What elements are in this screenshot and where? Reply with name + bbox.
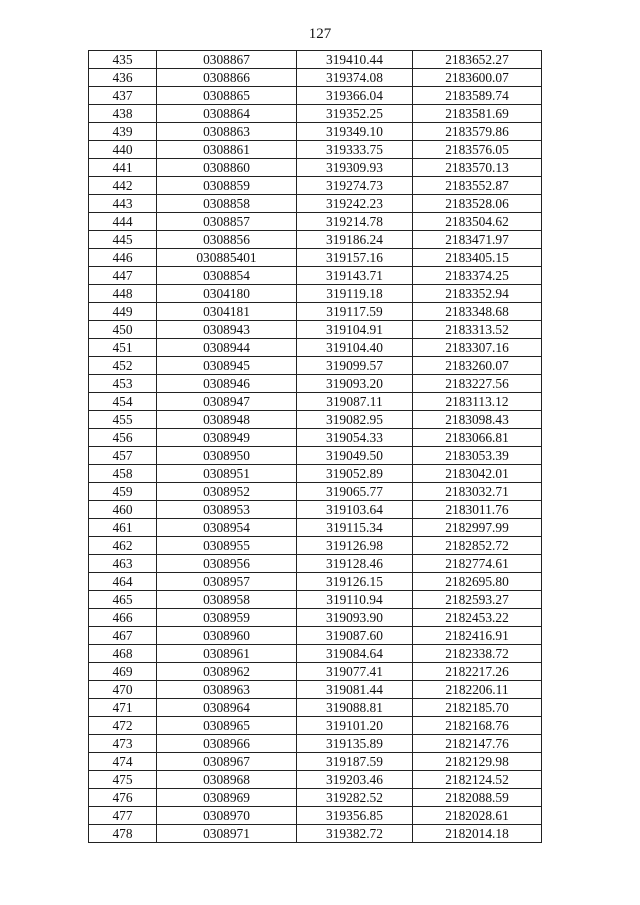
x-coordinate-cell: 319049.50 — [297, 447, 413, 465]
y-coordinate-cell: 2182416.91 — [413, 627, 542, 645]
table-row — [89, 429, 542, 447]
table-row — [89, 213, 542, 231]
y-coordinate-cell: 2182997.99 — [413, 519, 542, 537]
point-id-cell: 0308961 — [157, 645, 297, 663]
point-id-cell: 0308963 — [157, 681, 297, 699]
table-row — [89, 501, 542, 519]
point-id-cell: 0304181 — [157, 303, 297, 321]
x-coordinate-cell: 319110.94 — [297, 591, 413, 609]
y-coordinate-cell: 2183227.56 — [413, 375, 542, 393]
table-row — [89, 141, 542, 159]
table-row — [89, 375, 542, 393]
x-coordinate-cell: 319117.59 — [297, 303, 413, 321]
point-id-cell: 0308951 — [157, 465, 297, 483]
table-row — [89, 123, 542, 141]
y-coordinate-cell: 2183504.62 — [413, 213, 542, 231]
point-id-cell: 0308956 — [157, 555, 297, 573]
table-row — [89, 699, 542, 717]
table-row — [89, 663, 542, 681]
table-row — [89, 465, 542, 483]
y-coordinate-cell: 2183011.76 — [413, 501, 542, 519]
point-id-cell: 030885401 — [157, 249, 297, 267]
row-number-cell: 453 — [89, 375, 157, 393]
y-coordinate-cell: 2182185.70 — [413, 699, 542, 717]
x-coordinate-cell: 319352.25 — [297, 105, 413, 123]
row-number-cell: 464 — [89, 573, 157, 591]
point-id-cell: 0308959 — [157, 609, 297, 627]
point-id-cell: 0308949 — [157, 429, 297, 447]
row-number-cell: 435 — [89, 51, 157, 69]
y-coordinate-cell: 2182168.76 — [413, 717, 542, 735]
x-coordinate-cell: 319087.60 — [297, 627, 413, 645]
point-id-cell: 0308953 — [157, 501, 297, 519]
point-id-cell: 0308947 — [157, 393, 297, 411]
point-id-cell: 0308946 — [157, 375, 297, 393]
point-id-cell: 0308857 — [157, 213, 297, 231]
y-coordinate-cell: 2182129.98 — [413, 753, 542, 771]
row-number-cell: 437 — [89, 87, 157, 105]
row-number-cell: 439 — [89, 123, 157, 141]
table-row — [89, 681, 542, 699]
row-number-cell: 473 — [89, 735, 157, 753]
table-row — [89, 285, 542, 303]
y-coordinate-cell: 2183576.05 — [413, 141, 542, 159]
table-row — [89, 609, 542, 627]
table-row — [89, 411, 542, 429]
y-coordinate-cell: 2182695.80 — [413, 573, 542, 591]
row-number-cell: 460 — [89, 501, 157, 519]
point-id-cell: 0308867 — [157, 51, 297, 69]
x-coordinate-cell: 319242.23 — [297, 195, 413, 213]
row-number-cell: 445 — [89, 231, 157, 249]
row-number-cell: 440 — [89, 141, 157, 159]
row-number-cell: 438 — [89, 105, 157, 123]
y-coordinate-cell: 2183352.94 — [413, 285, 542, 303]
y-coordinate-cell: 2183471.97 — [413, 231, 542, 249]
table-row — [89, 807, 542, 825]
x-coordinate-cell: 319104.91 — [297, 321, 413, 339]
row-number-cell: 448 — [89, 285, 157, 303]
x-coordinate-cell: 319282.52 — [297, 789, 413, 807]
table-row — [89, 825, 542, 843]
x-coordinate-cell: 319099.57 — [297, 357, 413, 375]
point-id-cell: 0308965 — [157, 717, 297, 735]
table-row — [89, 267, 542, 285]
point-id-cell: 0308856 — [157, 231, 297, 249]
point-id-cell: 0308945 — [157, 357, 297, 375]
row-number-cell: 474 — [89, 753, 157, 771]
row-number-cell: 443 — [89, 195, 157, 213]
table-row — [89, 339, 542, 357]
x-coordinate-cell: 319054.33 — [297, 429, 413, 447]
x-coordinate-cell: 319104.40 — [297, 339, 413, 357]
point-id-cell: 0308958 — [157, 591, 297, 609]
row-number-cell: 476 — [89, 789, 157, 807]
y-coordinate-cell: 2182453.22 — [413, 609, 542, 627]
y-coordinate-cell: 2182147.76 — [413, 735, 542, 753]
x-coordinate-cell: 319065.77 — [297, 483, 413, 501]
y-coordinate-cell: 2182774.61 — [413, 555, 542, 573]
row-number-cell: 472 — [89, 717, 157, 735]
y-coordinate-cell: 2183405.15 — [413, 249, 542, 267]
x-coordinate-cell: 319143.71 — [297, 267, 413, 285]
row-number-cell: 458 — [89, 465, 157, 483]
y-coordinate-cell: 2183579.86 — [413, 123, 542, 141]
x-coordinate-cell: 319081.44 — [297, 681, 413, 699]
y-coordinate-cell: 2182028.61 — [413, 807, 542, 825]
point-id-cell: 0308971 — [157, 825, 297, 843]
table-row — [89, 519, 542, 537]
y-coordinate-cell: 2183307.16 — [413, 339, 542, 357]
table-row — [89, 591, 542, 609]
row-number-cell: 452 — [89, 357, 157, 375]
row-number-cell: 444 — [89, 213, 157, 231]
table-row — [89, 303, 542, 321]
row-number-cell: 466 — [89, 609, 157, 627]
row-number-cell: 456 — [89, 429, 157, 447]
row-number-cell: 469 — [89, 663, 157, 681]
y-coordinate-cell: 2183348.68 — [413, 303, 542, 321]
y-coordinate-cell: 2182124.52 — [413, 771, 542, 789]
table-row — [89, 249, 542, 267]
x-coordinate-cell: 319349.10 — [297, 123, 413, 141]
row-number-cell: 461 — [89, 519, 157, 537]
table-row — [89, 87, 542, 105]
y-coordinate-cell: 2183374.25 — [413, 267, 542, 285]
y-coordinate-cell: 2182593.27 — [413, 591, 542, 609]
y-coordinate-cell: 2183313.52 — [413, 321, 542, 339]
table-row — [89, 753, 542, 771]
page-number: 127 — [308, 26, 332, 42]
y-coordinate-cell: 2183053.39 — [413, 447, 542, 465]
y-coordinate-cell: 2182206.11 — [413, 681, 542, 699]
point-id-cell: 0308962 — [157, 663, 297, 681]
point-id-cell: 0308954 — [157, 519, 297, 537]
x-coordinate-cell: 319082.95 — [297, 411, 413, 429]
row-number-cell: 447 — [89, 267, 157, 285]
table-row — [89, 357, 542, 375]
point-id-cell: 0308864 — [157, 105, 297, 123]
y-coordinate-cell: 2182014.18 — [413, 825, 542, 843]
y-coordinate-cell: 2183098.43 — [413, 411, 542, 429]
row-number-cell: 441 — [89, 159, 157, 177]
table-row — [89, 231, 542, 249]
row-number-cell: 442 — [89, 177, 157, 195]
y-coordinate-cell: 2183570.13 — [413, 159, 542, 177]
row-number-cell: 463 — [89, 555, 157, 573]
y-coordinate-cell: 2183528.06 — [413, 195, 542, 213]
table-row — [89, 717, 542, 735]
x-coordinate-cell: 319186.24 — [297, 231, 413, 249]
point-id-cell: 0308960 — [157, 627, 297, 645]
point-id-cell: 0308854 — [157, 267, 297, 285]
row-number-cell: 475 — [89, 771, 157, 789]
x-coordinate-cell: 319274.73 — [297, 177, 413, 195]
row-number-cell: 455 — [89, 411, 157, 429]
x-coordinate-cell: 319115.34 — [297, 519, 413, 537]
y-coordinate-cell: 2183652.27 — [413, 51, 542, 69]
table-row — [89, 159, 542, 177]
y-coordinate-cell: 2183113.12 — [413, 393, 542, 411]
x-coordinate-cell: 319203.46 — [297, 771, 413, 789]
x-coordinate-cell: 319077.41 — [297, 663, 413, 681]
x-coordinate-cell: 319101.20 — [297, 717, 413, 735]
point-id-cell: 0308957 — [157, 573, 297, 591]
x-coordinate-cell: 319410.44 — [297, 51, 413, 69]
x-coordinate-cell: 319374.08 — [297, 69, 413, 87]
y-coordinate-cell: 2182852.72 — [413, 537, 542, 555]
table-body — [89, 51, 542, 843]
coordinates-table — [88, 50, 542, 843]
row-number-cell: 459 — [89, 483, 157, 501]
point-id-cell: 0308865 — [157, 87, 297, 105]
table-row — [89, 789, 542, 807]
x-coordinate-cell: 319119.18 — [297, 285, 413, 303]
table-row — [89, 627, 542, 645]
x-coordinate-cell: 319187.59 — [297, 753, 413, 771]
table-row — [89, 447, 542, 465]
x-coordinate-cell: 319366.04 — [297, 87, 413, 105]
table-row — [89, 645, 542, 663]
x-coordinate-cell: 319084.64 — [297, 645, 413, 663]
row-number-cell: 468 — [89, 645, 157, 663]
point-id-cell: 0308967 — [157, 753, 297, 771]
x-coordinate-cell: 319157.16 — [297, 249, 413, 267]
point-id-cell: 0308860 — [157, 159, 297, 177]
x-coordinate-cell: 319052.89 — [297, 465, 413, 483]
y-coordinate-cell: 2182217.26 — [413, 663, 542, 681]
row-number-cell: 471 — [89, 699, 157, 717]
point-id-cell: 0308858 — [157, 195, 297, 213]
row-number-cell: 457 — [89, 447, 157, 465]
point-id-cell: 0308964 — [157, 699, 297, 717]
y-coordinate-cell: 2182338.72 — [413, 645, 542, 663]
point-id-cell: 0308866 — [157, 69, 297, 87]
table-row — [89, 537, 542, 555]
x-coordinate-cell: 319126.15 — [297, 573, 413, 591]
point-id-cell: 0308944 — [157, 339, 297, 357]
x-coordinate-cell: 319126.98 — [297, 537, 413, 555]
x-coordinate-cell: 319103.64 — [297, 501, 413, 519]
y-coordinate-cell: 2183552.87 — [413, 177, 542, 195]
x-coordinate-cell: 319087.11 — [297, 393, 413, 411]
table-row — [89, 321, 542, 339]
point-id-cell: 0308968 — [157, 771, 297, 789]
point-id-cell: 0308861 — [157, 141, 297, 159]
table-row — [89, 483, 542, 501]
y-coordinate-cell: 2183589.74 — [413, 87, 542, 105]
table-row — [89, 69, 542, 87]
x-coordinate-cell: 319214.78 — [297, 213, 413, 231]
row-number-cell: 454 — [89, 393, 157, 411]
x-coordinate-cell: 319128.46 — [297, 555, 413, 573]
x-coordinate-cell: 319333.75 — [297, 141, 413, 159]
point-id-cell: 0308948 — [157, 411, 297, 429]
row-number-cell: 436 — [89, 69, 157, 87]
row-number-cell: 446 — [89, 249, 157, 267]
row-number-cell: 449 — [89, 303, 157, 321]
y-coordinate-cell: 2183581.69 — [413, 105, 542, 123]
table-row — [89, 105, 542, 123]
y-coordinate-cell: 2183600.07 — [413, 69, 542, 87]
table-row — [89, 177, 542, 195]
point-id-cell: 0308970 — [157, 807, 297, 825]
x-coordinate-cell: 319093.90 — [297, 609, 413, 627]
table-row — [89, 195, 542, 213]
point-id-cell: 0308859 — [157, 177, 297, 195]
x-coordinate-cell: 319356.85 — [297, 807, 413, 825]
table-row — [89, 51, 542, 69]
row-number-cell: 451 — [89, 339, 157, 357]
row-number-cell: 450 — [89, 321, 157, 339]
x-coordinate-cell: 319088.81 — [297, 699, 413, 717]
y-coordinate-cell: 2183032.71 — [413, 483, 542, 501]
x-coordinate-cell: 319309.93 — [297, 159, 413, 177]
table-row — [89, 555, 542, 573]
point-id-cell: 0308955 — [157, 537, 297, 555]
y-coordinate-cell: 2183042.01 — [413, 465, 542, 483]
point-id-cell: 0304180 — [157, 285, 297, 303]
x-coordinate-cell: 319093.20 — [297, 375, 413, 393]
table-row — [89, 573, 542, 591]
point-id-cell: 0308952 — [157, 483, 297, 501]
row-number-cell: 470 — [89, 681, 157, 699]
row-number-cell: 478 — [89, 825, 157, 843]
row-number-cell: 477 — [89, 807, 157, 825]
row-number-cell: 467 — [89, 627, 157, 645]
point-id-cell: 0308966 — [157, 735, 297, 753]
row-number-cell: 462 — [89, 537, 157, 555]
table-row — [89, 393, 542, 411]
x-coordinate-cell: 319382.72 — [297, 825, 413, 843]
point-id-cell: 0308943 — [157, 321, 297, 339]
point-id-cell: 0308950 — [157, 447, 297, 465]
table-row — [89, 735, 542, 753]
table-row — [89, 771, 542, 789]
y-coordinate-cell: 2182088.59 — [413, 789, 542, 807]
x-coordinate-cell: 319135.89 — [297, 735, 413, 753]
point-id-cell: 0308863 — [157, 123, 297, 141]
y-coordinate-cell: 2183066.81 — [413, 429, 542, 447]
point-id-cell: 0308969 — [157, 789, 297, 807]
y-coordinate-cell: 2183260.07 — [413, 357, 542, 375]
row-number-cell: 465 — [89, 591, 157, 609]
